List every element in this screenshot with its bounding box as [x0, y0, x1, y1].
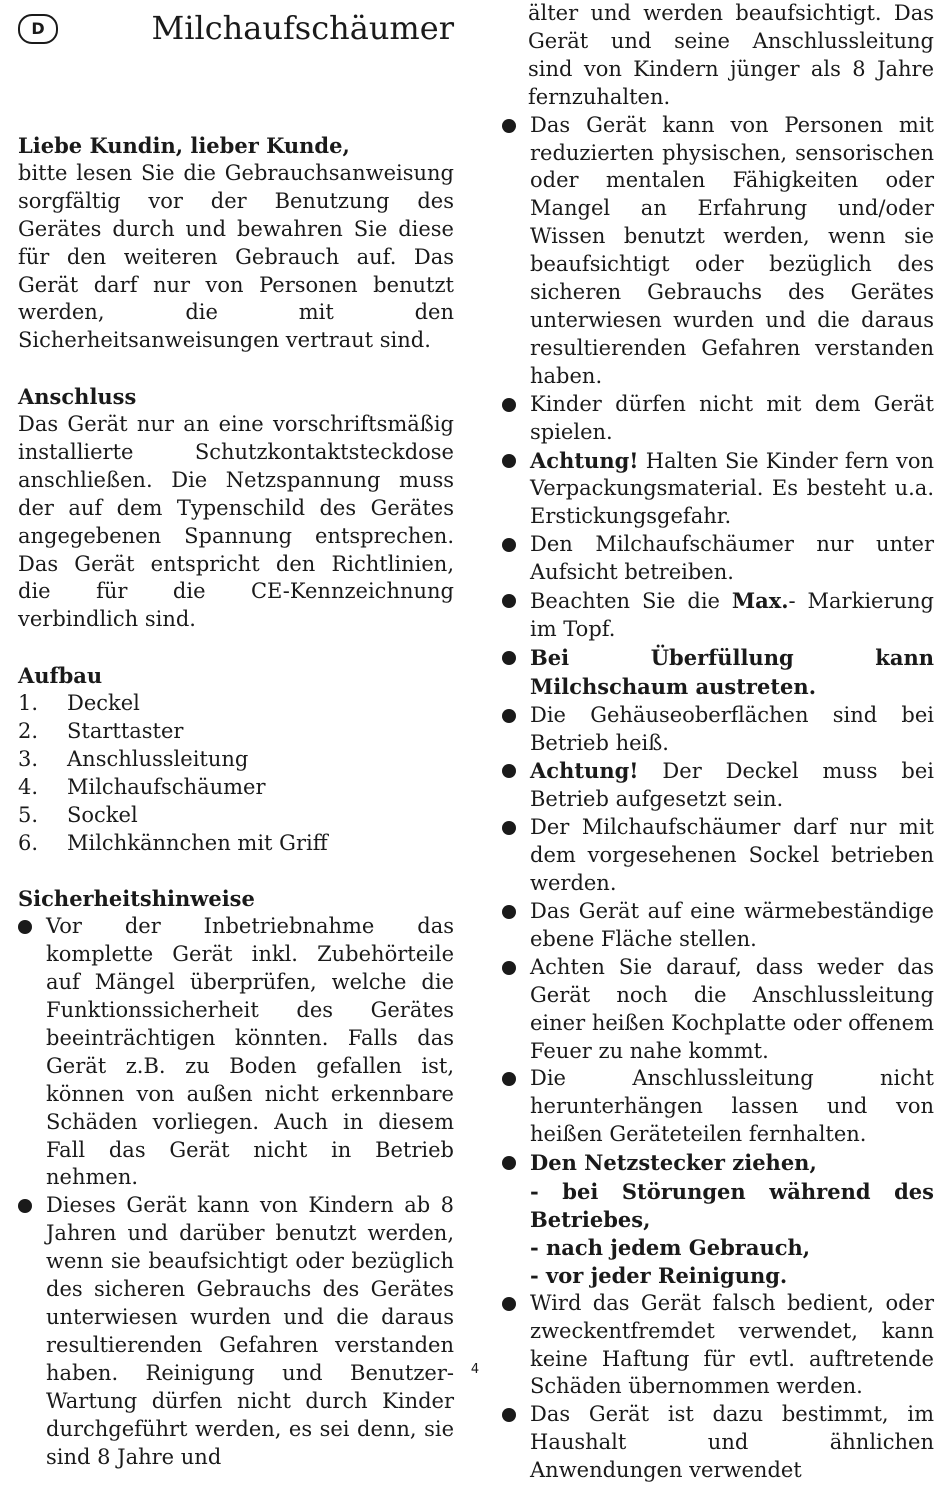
list-item — [18, 830, 454, 858]
bullet-icon — [502, 1156, 516, 1170]
list-item: Vor der Inbetriebnahme das komplette Gerät inkl. Zubehörteile auf Mängel überprüfen, welche die Funktionssicherheit des Gerätes beeinträchtigen könnten. Falls das Gerät z.B. zu Boden gefallen ist, können von außen nicht erkennbare Schäden vorliegen. Auch in diesem Fall das Gerät nicht in Betrieb nehmen. — [18, 913, 454, 1192]
list-item — [18, 690, 454, 718]
list-item: Das Gerät auf eine wärmebeständige ebene Fläche stellen. — [502, 898, 934, 954]
page-number: 4 — [470, 1362, 480, 1377]
list-item: Wird das Gerät falsch bedient, oder zweckentfremdet verwendet, kann keine Haftung für evtl. auftretende Schäden übernommen werden. — [502, 1290, 934, 1402]
list-item: Den Milchaufschäumer nur unter Aufsicht betreiben. — [502, 531, 934, 587]
left-column — [18, 0, 454, 1471]
connection-heading: Anschluss — [18, 384, 137, 410]
page-header — [18, 8, 454, 70]
bullet-icon — [502, 538, 516, 552]
item-label: Deckel — [67, 691, 140, 716]
list-item: Das Gerät ist dazu bestimmt, im Haushalt und ähnlichen Anwendungen verwendet — [502, 1401, 934, 1485]
item-number: 4. — [18, 774, 39, 799]
bullet-icon — [502, 1408, 516, 1422]
item-label: Sockel — [67, 802, 138, 827]
bullet-icon — [18, 1199, 32, 1213]
list-item: Beachten Sie die Max.- Markierung im Topf. — [502, 587, 934, 644]
bullet-icon — [502, 709, 516, 723]
bullet-icon — [502, 398, 516, 412]
assembly-list — [18, 690, 454, 857]
sub-item: - vor jeder Reinigung. — [530, 1262, 788, 1288]
item-label: Milchkännchen mit Griff — [67, 830, 328, 855]
list-item: Der Milchaufschäumer darf nur mit dem vorgesehenen Sockel betrieben werden. — [502, 814, 934, 898]
bullet-icon — [502, 961, 516, 975]
intro-heading: Liebe Kundin, lieber Kunde, — [18, 133, 350, 158]
bullet-icon — [502, 764, 516, 778]
bullet-icon — [502, 1297, 516, 1311]
language-badge: D — [18, 14, 58, 44]
bullet-icon — [502, 821, 516, 835]
intro-text: bitte lesen Sie die Gebrauchsanweisung sorgfältig vor der Benutzung des Gerätes durch und bewahren Sie diese für den weiteren Gebrauch auf. Das Gerät darf nur von Personen benutzt werden, die mit den Sicherheitsanweisungen vertraut sind. — [18, 160, 454, 353]
sub-item: - bei Störungen während des Betriebes, — [530, 1179, 934, 1232]
list-item: Den Netzstecker ziehen, - bei Störungen während des Betriebes, - nach jedem Gebrauch, - vor jeder Reinigung. — [502, 1149, 934, 1290]
connection-text: Das Gerät nur an eine vorschriftsmäßig installierte Schutzkontaktsteckdose anschließen. Die Netzspannung muss der auf dem Typenschild des Gerätes angegebenen Spannung entsprechen. Das Gerät entspricht den Richtlinien, die für die CE-Kennzeichnung verbindlich sind. — [18, 412, 454, 632]
list-item: Das Gerät kann von Personen mit reduzierten physischen, sensorischen oder mentalen Fähigkeiten oder Mangel an Erfahrung und/oder Wissen benutzt werden, wenn sie beaufsichtigt oder bezüglich des sicheren Gebrauchs des Gerätes unterwiesen wurden und die daraus resultierenden Gefahren verstanden haben. — [502, 112, 934, 391]
list-item: Dieses Gerät kann von Kindern ab 8 Jahren und darüber benutzt werden, wenn sie beaufsichtigt oder bezüglich des sicheren Gebrauchs des Gerätes unterwiesen wurden und die daraus resultierenden Gefahren verstanden haben. Reinigung und Benutzer-Wartung dürfen nicht durch Kinder durchgeführt werden, es sei denn, sie sind 8 Jahre und — [18, 1192, 454, 1471]
list-item — [18, 774, 454, 802]
list-item: Die Gehäuseoberflächen sind bei Betrieb heiß. — [502, 702, 934, 758]
list-item: Die Anschlussleitung nicht herunterhängen lassen und von heißen Geräteteilen fernhalten. — [502, 1065, 934, 1149]
assembly-heading: Aufbau — [18, 663, 103, 689]
list-item — [18, 746, 454, 774]
safety-list-right — [502, 112, 934, 1485]
bullet-icon — [502, 651, 516, 665]
bullet-icon — [502, 594, 516, 608]
item-label: Starttaster — [67, 719, 184, 743]
bullet-icon — [18, 920, 32, 934]
list-item: Achtung! Halten Sie Kinder fern von Verpackungsmaterial. Es besteht u.a. Erstickungsgefahr. — [502, 447, 934, 532]
continuation-text: älter und werden beaufsichtigt. Das Gerät und seine Anschlussleitung sind von Kindern jünger als 8 Jahre fernzuhalten. — [528, 1, 934, 109]
page-title: Milchaufschäumer — [151, 9, 454, 47]
item-label: Anschlussleitung — [67, 746, 249, 771]
safety-list-left — [18, 913, 454, 1471]
bullet-icon — [502, 119, 516, 133]
item-number: 2. — [18, 719, 39, 743]
safety-heading: Sicherheitshinweise — [18, 886, 255, 912]
list-item — [18, 718, 454, 746]
item-label: Milchaufschäumer — [67, 774, 266, 799]
list-item: Bei Überfüllung kann Milchschaum austreten. — [502, 644, 934, 702]
bullet-icon — [502, 1072, 516, 1086]
item-number: 3. — [18, 746, 39, 771]
unplug-sublist — [530, 1178, 934, 1290]
item-number: 1. — [18, 691, 39, 716]
list-item: Achten Sie darauf, dass weder das Gerät noch die Anschlussleitung einer heißen Kochplatte oder offenem Feuer zu nahe kommt. — [502, 954, 934, 1066]
list-item — [18, 802, 454, 830]
bullet-icon — [502, 905, 516, 919]
list-item: Achtung! Der Deckel muss bei Betrieb aufgesetzt sein. — [502, 757, 934, 814]
sub-item: - nach jedem Gebrauch, — [530, 1234, 811, 1260]
list-item: Kinder dürfen nicht mit dem Gerät spielen. — [502, 391, 934, 447]
item-number: 6. — [18, 830, 39, 855]
bullet-icon — [502, 454, 516, 468]
right-column — [502, 0, 934, 1485]
item-number: 5. — [18, 802, 39, 827]
